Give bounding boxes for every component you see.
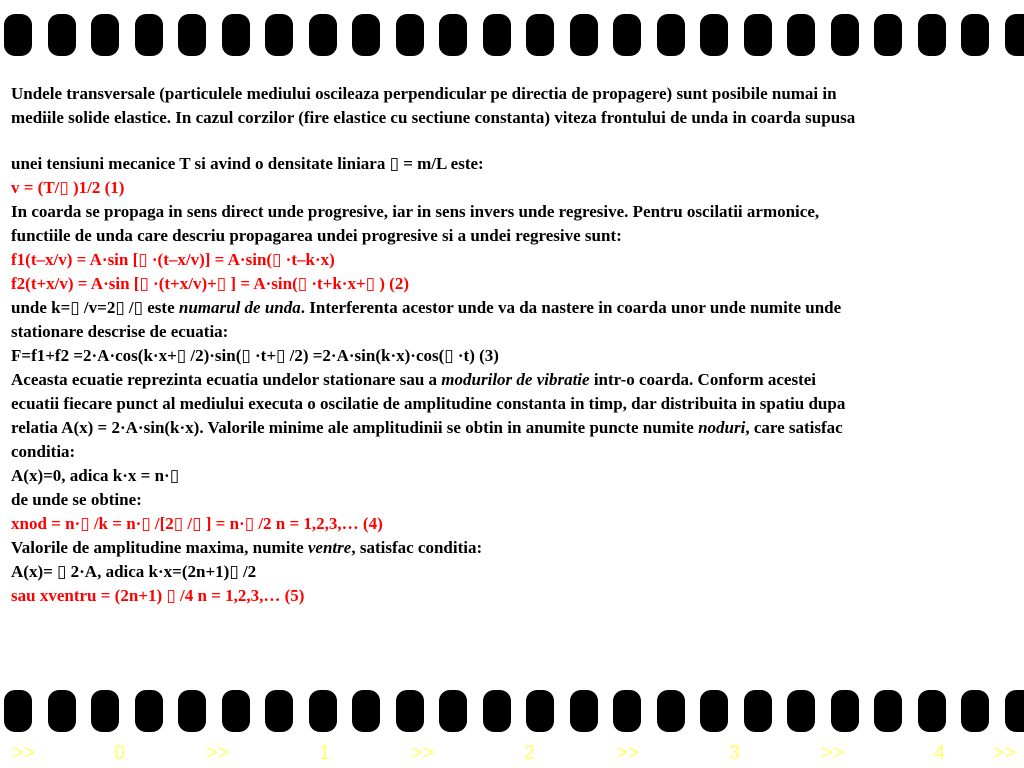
film-perforation xyxy=(526,14,554,56)
film-perforation xyxy=(526,690,554,732)
text-line: unei tensiuni mecanice T si avind o densitate liniara ▯ = m/L este: xyxy=(11,154,484,173)
film-perforation xyxy=(135,14,163,56)
film-perforation xyxy=(831,690,859,732)
formula-line: A(x)=0, adica k·x = n·▯ xyxy=(11,466,180,485)
film-perforation xyxy=(48,690,76,732)
term-emphasis: ventre xyxy=(307,538,352,557)
formula-line: f1(t–x/v) = A·sin [▯ ·(t–x/v)] = A·sin(▯ ·t–k·x) xyxy=(11,250,335,269)
film-perforation xyxy=(178,690,206,732)
formula-line: A(x)= ▯ 2·A, adica k·x=(2n+1)▯ /2 xyxy=(11,562,257,581)
formula-line: v = (T/▯ )1/2 (1) xyxy=(11,178,125,197)
slide-content xyxy=(11,82,1011,608)
text-segment: Aceasta ecuatie reprezinta ecuatia undelor stationare sau a xyxy=(11,370,442,389)
film-perforation xyxy=(222,690,250,732)
nav-slide-link-2[interactable]: 2 xyxy=(524,742,536,764)
film-perforation xyxy=(918,14,946,56)
nav-slide-link-3[interactable]: 3 xyxy=(729,742,741,764)
nav-next-link[interactable]: >> xyxy=(206,742,230,764)
nav-slide-link-1[interactable]: 1 xyxy=(319,742,331,764)
film-perforation xyxy=(613,690,641,732)
formula-line: F=f1+f2 =2·A·cos(k·x+▯ /2)·sin(▯ ·t+▯ /2) =2·A·sin(k·x)·cos(▯ ·t) (3) xyxy=(11,346,499,365)
nav-slide-link-0[interactable]: 0 xyxy=(114,742,126,764)
formula-line: sau xventru = (2n+1) ▯ /4 n = 1,2,3,… (5) xyxy=(11,586,305,605)
film-perforation xyxy=(874,690,902,732)
film-perforation xyxy=(222,14,250,56)
term-emphasis: noduri xyxy=(698,418,746,437)
film-perforation xyxy=(1005,14,1024,56)
film-perforation xyxy=(570,14,598,56)
term-emphasis: numarul de unda xyxy=(178,298,301,317)
nav-next-link[interactable]: >> xyxy=(12,742,36,764)
text-segment: , satisfac conditia: xyxy=(351,538,483,557)
film-perforation xyxy=(91,690,119,732)
text-line: stationare descrise de ecuatia: xyxy=(11,322,229,341)
film-perforation xyxy=(744,690,772,732)
film-perforation xyxy=(787,690,815,732)
text-line xyxy=(11,296,1011,320)
film-perforation xyxy=(874,14,902,56)
text-line xyxy=(11,368,1011,392)
text-line xyxy=(11,416,1011,440)
film-perforation xyxy=(48,14,76,56)
film-perforation xyxy=(744,14,772,56)
text-line: conditia: xyxy=(11,442,76,461)
text-segment: . Interferenta acestor unde va da nastere in coarda unor unde numite unde xyxy=(300,298,842,317)
text-line: In coarda se propaga in sens direct unde progresive, iar in sens invers unde regresive. Pentru oscilatii armonice, xyxy=(11,202,820,221)
nav-slide-link-4[interactable]: 4 xyxy=(934,742,946,764)
film-strip-bottom xyxy=(0,690,1024,732)
formula-line: xnod = n·▯ /k = n·▯ /[2▯ /▯ ] = n·▯ /2 n = 1,2,3,… (4) xyxy=(11,514,383,533)
film-perforation xyxy=(439,14,467,56)
term-emphasis: modurilor de vibratie xyxy=(441,370,590,389)
film-perforation xyxy=(265,690,293,732)
film-perforation xyxy=(178,14,206,56)
film-perforation xyxy=(1005,690,1024,732)
film-perforation xyxy=(396,690,424,732)
film-perforation xyxy=(700,690,728,732)
film-perforation xyxy=(787,14,815,56)
film-perforation xyxy=(396,14,424,56)
formula-line: f2(t+x/v) = A·sin [▯ ·(t+x/v)+▯ ] = A·sin(▯ ·t+k·x+▯ ) (2) xyxy=(11,274,409,293)
film-perforation xyxy=(4,14,32,56)
film-perforation xyxy=(352,14,380,56)
text-line: functiile de unda care descriu propagarea undei progresive si a undei regresive sunt: xyxy=(11,226,622,245)
text-segment: unde k=▯ /v=2▯ /▯ este xyxy=(11,298,179,317)
text-line: Undele transversale (particulele mediului oscileaza perpendicular pe directia de propagere) sunt posibile numai in xyxy=(11,84,837,103)
film-perforation xyxy=(961,690,989,732)
nav-next-link[interactable]: >> xyxy=(993,742,1017,764)
text-line xyxy=(11,536,1011,560)
film-perforation xyxy=(831,14,859,56)
text-segment: relatia A(x) = 2·A·sin(k·x). Valorile minime ale amplitudinii se obtin in anumite puncte numite xyxy=(11,418,699,437)
text-segment: , care satisfac xyxy=(745,418,843,437)
film-strip-top xyxy=(0,14,1024,56)
film-perforation xyxy=(961,14,989,56)
nav-next-link[interactable]: >> xyxy=(616,742,640,764)
film-perforation xyxy=(91,14,119,56)
film-perforation xyxy=(135,690,163,732)
footer-navigation xyxy=(0,740,1024,768)
film-perforation xyxy=(483,14,511,56)
film-perforation xyxy=(352,690,380,732)
film-perforation xyxy=(265,14,293,56)
film-perforation xyxy=(918,690,946,732)
text-segment: intr-o coarda. Conform acestei xyxy=(589,370,817,389)
film-perforation xyxy=(613,14,641,56)
film-perforation xyxy=(309,14,337,56)
film-perforation xyxy=(4,690,32,732)
text-line: ecuatii fiecare punct al mediului executa o oscilatie de amplitudine constanta in timp, dar distribuita in spatiu dupa xyxy=(11,394,846,413)
film-perforation xyxy=(309,690,337,732)
text-segment: Valorile de amplitudine maxima, numite xyxy=(11,538,308,557)
nav-next-link[interactable]: >> xyxy=(411,742,435,764)
film-perforation xyxy=(657,690,685,732)
film-perforation xyxy=(657,14,685,56)
film-perforation xyxy=(570,690,598,732)
text-line: mediile solide elastice. In cazul corzilor (fire elastice cu sectiune constanta) viteza frontului de unda in coarda supusa xyxy=(11,108,856,127)
film-perforation xyxy=(439,690,467,732)
film-perforation xyxy=(700,14,728,56)
nav-next-link[interactable]: >> xyxy=(821,742,845,764)
text-line: de unde se obtine: xyxy=(11,490,142,509)
film-perforation xyxy=(483,690,511,732)
